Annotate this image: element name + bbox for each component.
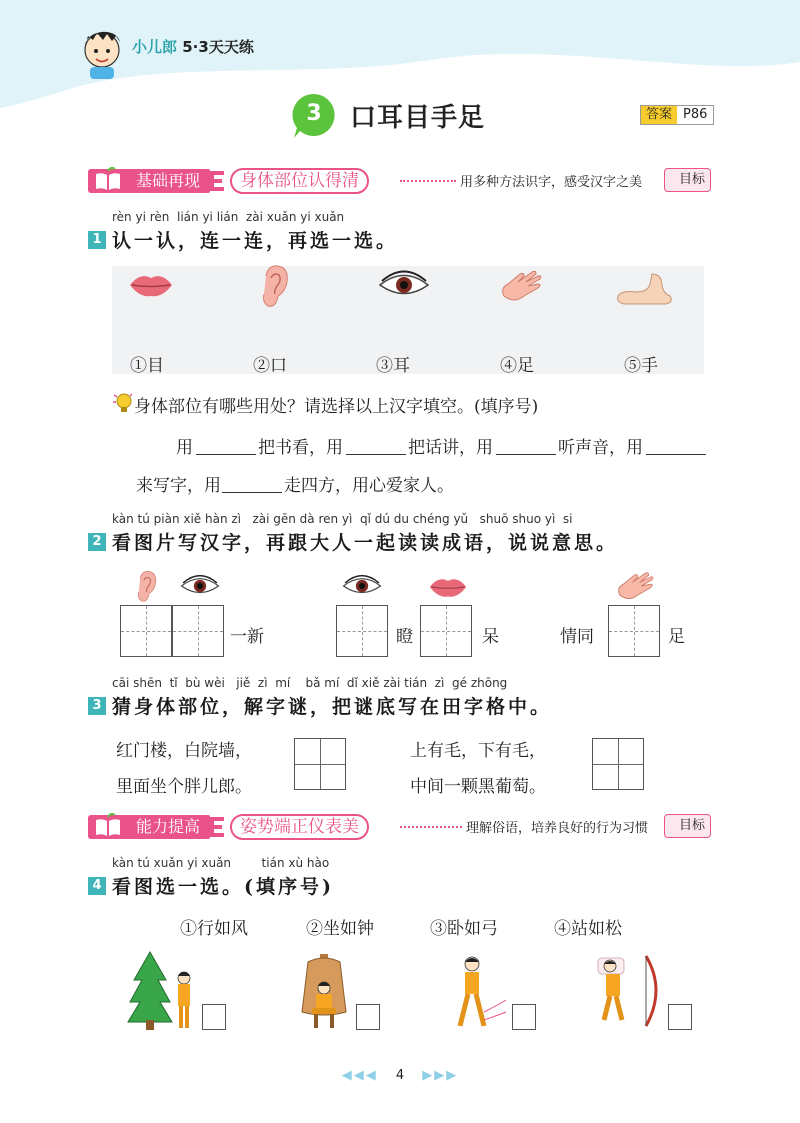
fill-text-2: 把书看，用 (258, 438, 343, 458)
q2-pinyin: kàn tú piàn xiě hàn zì zài gēn dà ren yì qǐ dú du chéng yǔ shuō shuo yì si (112, 512, 573, 526)
section-name: 能力提高 (124, 815, 210, 839)
hand-icon (498, 266, 546, 306)
q4-pinyin: kàn tú xuǎn yi xuǎn tián xù hào (112, 856, 330, 870)
walking-boy-icon (448, 952, 510, 1032)
answer-page: P86 (683, 107, 708, 122)
section-goal: 理解俗语，培养良好的行为习惯 (466, 821, 649, 836)
lightbulb-icon (112, 391, 134, 415)
lesson-number: 3 (306, 101, 322, 126)
q4-answer-box-4[interactable] (668, 1004, 692, 1030)
blank-1[interactable] (196, 454, 256, 455)
writing-grid-idiom1-a[interactable] (120, 605, 172, 657)
q3-instruction: 猜身体部位，解字谜，把谜底写在田字格中。 (112, 696, 553, 718)
lesson-title: 口耳目手足 (350, 103, 486, 133)
q4-instruction: 看图选一选。(填序号) (112, 876, 334, 898)
q1-option-5: ⑤手 (624, 356, 658, 376)
idiom2-text: 瞪 (396, 627, 413, 647)
section-goal: 用多种方法识字，感受汉字之美 (460, 175, 643, 190)
goal-tag: 目标 (664, 168, 711, 192)
riddle1-line1: 红门楼，白院墙， (116, 741, 252, 761)
ear-icon (134, 570, 158, 604)
q1-pinyin: rèn yi rèn lián yi lián zài xuǎn yi xuǎn (112, 210, 345, 224)
riddle2-line2: 中间一颗黑葡萄。 (410, 777, 546, 797)
open-book-icon (88, 812, 128, 842)
boy-mascot-icon (76, 22, 128, 80)
mouth-icon (128, 270, 174, 300)
q4-number: 4 (88, 877, 106, 895)
pine-tree-standing-boy-icon (126, 950, 198, 1032)
blank-5[interactable] (222, 492, 282, 493)
section-header-basics (88, 166, 712, 196)
q3-number: 3 (88, 697, 106, 715)
q4-answer-box-3[interactable] (512, 1004, 536, 1030)
q1-number: 1 (88, 231, 106, 249)
idiom2-tail: 呆 (482, 627, 499, 647)
ear-icon (258, 264, 290, 310)
riddle2-line1: 上有毛，下有毛， (410, 741, 546, 761)
eye-icon (378, 270, 430, 300)
q1-option-4: ④足 (500, 356, 534, 376)
left-arrows: ◀◀◀ (341, 1068, 378, 1083)
section-subtitle: 身体部位认得清 (230, 168, 369, 194)
riddle2-answer-grid[interactable] (592, 738, 644, 790)
section-subtitle: 姿势端正仪表美 (230, 814, 369, 840)
page-footer (0, 1068, 800, 1083)
fill-text-3: 把话讲，用 (408, 438, 493, 458)
q4-option-3: ③卧如弓 (430, 919, 498, 939)
blank-3[interactable] (496, 454, 556, 455)
q4-option-2: ②坐如钟 (306, 919, 374, 939)
blank-4[interactable] (646, 454, 706, 455)
writing-grid-idiom2-b[interactable] (420, 605, 472, 657)
q4-answer-box-2[interactable] (356, 1004, 380, 1030)
section-name: 基础再现 (124, 169, 210, 193)
hand-icon (614, 568, 658, 604)
page-number: 4 (395, 1068, 405, 1083)
q1-instruction: 认一认，连一连，再选一选。 (112, 230, 399, 252)
section-header-advanced (88, 812, 712, 842)
bell-sitting-boy-icon (296, 952, 352, 1032)
blank-2[interactable] (346, 454, 406, 455)
q1-hint: 身体部位有哪些用处？请选择以上汉字填空。(填序号) (134, 397, 539, 417)
answer-label: 答案 (641, 106, 677, 124)
brand-name: 小儿郎 5·3天天练 (132, 38, 254, 56)
right-arrows: ▶▶▶ (422, 1068, 459, 1083)
q4-option-1: ①行如风 (180, 919, 248, 939)
goal-tag: 目标 (664, 814, 711, 838)
eye-icon (180, 574, 220, 598)
open-book-icon (88, 166, 128, 196)
answer-reference[interactable] (640, 105, 714, 125)
q4-option-4: ④站如松 (554, 919, 622, 939)
fill-text-5: 来写字，用 (136, 476, 221, 496)
fill-text-6: 走四方，用心爱家人。 (284, 476, 454, 496)
q4-answer-box-1[interactable] (202, 1004, 226, 1030)
riddle1-line2: 里面坐个胖儿郎。 (116, 777, 252, 797)
writing-grid-idiom3[interactable] (608, 605, 660, 657)
idiom3-text: 情同 (560, 627, 594, 647)
idiom1-text: 一新 (230, 627, 264, 647)
eye-icon (342, 574, 382, 598)
fill-text-4: 听声音，用 (558, 438, 643, 458)
q1-option-1: ①目 (130, 356, 164, 376)
q3-pinyin: cāi shēn tǐ bù wèi jiě zì mí bǎ mí dǐ xiě zài tián zì gé zhōng (112, 676, 508, 690)
q2-number: 2 (88, 533, 106, 551)
q2-instruction: 看图片写汉字，再跟大人一起读读成语，说说意思。 (112, 532, 619, 554)
fill-text-1: 用 (176, 438, 193, 458)
dotted-divider (400, 180, 456, 182)
dotted-divider (400, 826, 462, 828)
idiom3-tail: 足 (668, 627, 685, 647)
lying-boy-bow-icon (596, 950, 666, 1032)
q1-option-3: ③耳 (376, 356, 410, 376)
foot-icon (614, 272, 674, 306)
mouth-icon (428, 574, 468, 600)
riddle1-answer-grid[interactable] (294, 738, 346, 790)
e-connector-icon (210, 170, 224, 192)
writing-grid-idiom2-a[interactable] (336, 605, 388, 657)
e-connector-icon (210, 816, 224, 838)
writing-grid-idiom1-b[interactable] (172, 605, 224, 657)
q1-option-2: ②口 (253, 356, 287, 376)
